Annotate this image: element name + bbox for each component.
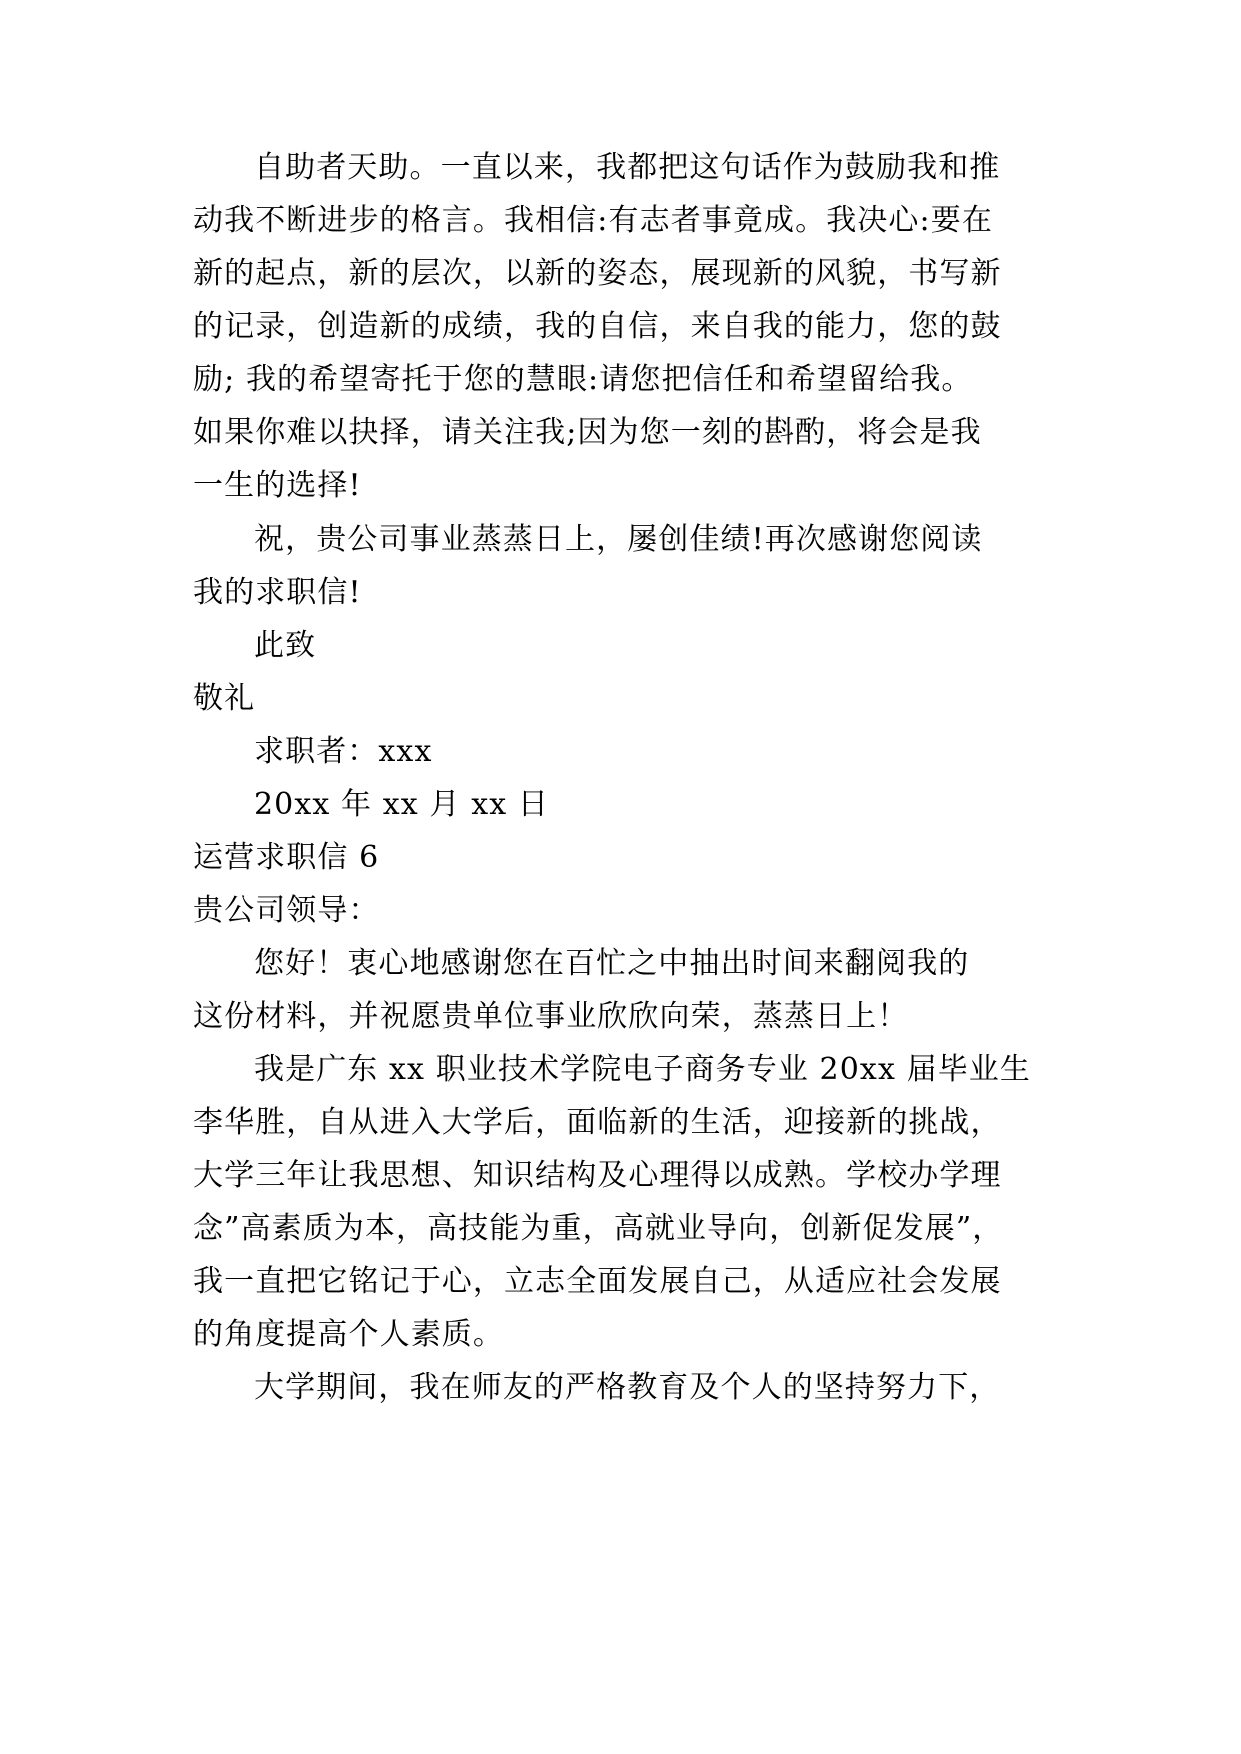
closing-salutation: 此致 [254,628,317,663]
text-line: 念”高素质为本，高技能为重，高就业导向，创新促发展”， [193,1211,1004,1246]
applicant-signature: 求职者：xxx [254,734,433,769]
section-heading: 运营求职信 6 [193,840,380,875]
letter-recipient: 贵公司领导： [193,893,380,928]
text-line: 李华胜，自从进入大学后，面临新的生活，迎接新的挑战， [193,1105,1002,1140]
text-line: 的记录，创造新的成绩，我的自信，来自我的能力，您的鼓 [193,309,1002,344]
text-line: 如果你难以抉择，请关注我;因为您一刻的斟酌，将会是我 [193,415,982,450]
text-line: 您好！衷心地感谢您在百忙之中抽出时间来翻阅我的 [254,946,970,981]
text-line: 大学三年让我思想、知识结构及心理得以成熟。学校办学理 [193,1158,1002,1193]
text-line: 自助者天助。一直以来，我都把这句话作为鼓励我和推 [254,150,1001,185]
text-line: 新的起点，新的层次，以新的姿态，展现新的风貌，书写新 [193,256,1002,291]
text-line: 励; 我的希望寄托于您的慧眼:请您把信任和希望留给我。 [193,362,973,397]
text-line: 大学期间，我在师友的严格教育及个人的坚持努力下， [254,1370,1001,1405]
text-line: 这份材料，并祝愿贵单位事业欣欣向荣，蒸蒸日上！ [193,999,909,1034]
text-line: 我的求职信! [193,575,362,610]
letter-date: 20xx 年 xx 月 xx 日 [254,787,549,822]
text-line: 祝，贵公司事业蒸蒸日上，屡创佳绩!再次感谢您阅读 [254,522,983,557]
text-line: 我一直把它铭记于心，立志全面发展自己，从适应社会发展 [193,1264,1002,1299]
closing-regards: 敬礼 [193,681,256,716]
text-line: 的角度提高个人素质。 [193,1317,504,1352]
text-line: 一生的选择! [193,468,362,503]
text-line: 我是广东 xx 职业技术学院电子商务专业 20xx 届毕业生 [254,1052,1031,1087]
text-line: 动我不断进步的格言。我相信:有志者事竟成。我决心:要在 [193,203,993,238]
